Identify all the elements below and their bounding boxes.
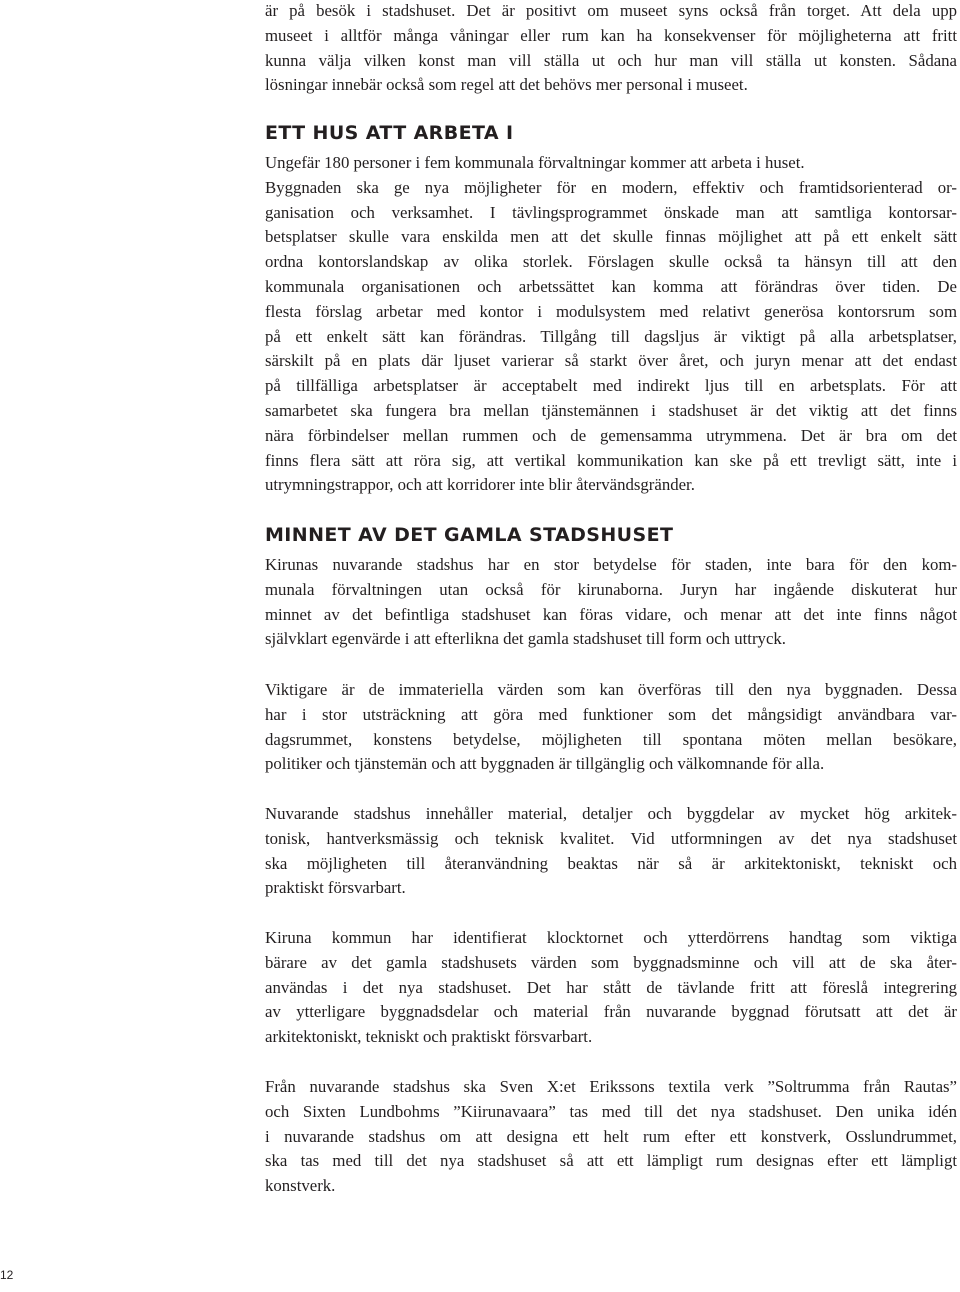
text-line: minnet av det befintliga stadshuset kan föras vidare, och menar att det inte finns något [265, 604, 957, 624]
section1-paragraph [265, 151, 957, 498]
section2-paragraph-1 [265, 553, 957, 652]
page-number: 12 [0, 1268, 14, 1282]
section2-paragraph-2 [265, 678, 957, 777]
section2-paragraph-4 [265, 926, 957, 1050]
text-line: museet i alltför många våningar eller rum kan ha konsekvenser för möjligheterna att fritt [265, 25, 957, 45]
text-line: i nuvarande stadshus om att designa ett helt rum efter ett konstverk, Osslundrummet, [265, 1126, 957, 1146]
text-line: användas i det nya stadshuset. Det har stått de tävlande fritt att föreslå integrering [265, 977, 957, 997]
section-heading-minnet: MINNET AV DET GAMLA STADSHUSET [265, 524, 674, 546]
text-line: Från nuvarande stadshus ska Sven X:et Erikssons textila verk ”Soltrumma från Rautas” [265, 1077, 957, 1096]
text-line: särskilt på en plats där ljuset varierar så starkt över året, och juryn menar att det endast [265, 351, 957, 371]
text-line: av ytterligare byggnadsdelar och material från nuvarande byggnad förutsatt att det är [265, 1002, 957, 1022]
text-line: ordna kontorslandskap av olika storlek. Förslagen skulle också ta hänsyn till att den [265, 252, 957, 272]
text-line: ganisation och verksamhet. I tävlingsprogrammet önskade man att samtliga kontorsar- [265, 202, 957, 222]
text-line: konstverk. [265, 1176, 336, 1196]
text-line: Nuvarande stadshus innehåller material, detaljer och byggdelar av mycket hög arkitek- [265, 804, 957, 823]
text-line: på tillfälliga arbetsplatser är acceptabelt med indirekt ljus till en arbetsplats. För att [265, 376, 957, 396]
text-line: Byggnaden ska ge nya möjligheter för en modern, effektiv och framtidsorienterad or- [265, 177, 957, 197]
text-line: kunna välja vilken konst man vill ställa ut och hur man vill ställa ut konsten. Sådana [265, 50, 957, 70]
text-line: arkitektoniskt, tekniskt och praktiskt försvarbart. [265, 1027, 593, 1047]
text-line: nära förbindelser mellan rummen och de gemensamma utrymmena. Det är bra om det [265, 425, 957, 445]
text-line: Kirunas nuvarande stadshus har en stor betydelse för staden, inte bara för den kom- [265, 555, 957, 574]
text-line: politiker och tjänstemän och att byggnaden är tillgänglig och välkomnande för alla. [265, 754, 825, 774]
text-line: har i stor utsträckning att göra med funktioner som det mångsidigt användbara var- [265, 704, 957, 724]
text-line: munala förvaltningen utan också för kirunaborna. Juryn har ingående diskuterat hur [265, 579, 957, 599]
text-line: kommunala organisationen och arbetssättet kan komma att förändras över tiden. De [265, 276, 957, 296]
text-line: ska tas med till det nya stadshuset så att ett lämpligt rum designas efter ett lämpligt [265, 1151, 957, 1171]
text-line: Kiruna kommun har identifierat klocktornet och ytterdörrens handtag som viktiga [265, 928, 957, 947]
text-line: ska möjligheten till återanvändning beaktas när så är arkitektoniskt, tekniskt och [265, 853, 957, 873]
text-line: praktiskt försvarbart. [265, 878, 406, 898]
text-line: dagsrummet, konstens betydelse, möjligheten till spontana möten mellan besökare, [265, 729, 957, 749]
text-line: flesta förslag arbetar med kontor i modulsystem med relativt generösa kontorsrum som [265, 301, 957, 321]
text-line: Ungefär 180 personer i fem kommunala förvaltningar kommer att arbeta i huset. [265, 153, 805, 172]
text-line: utrymningstrappor, och att korridorer inte blir återvändsgränder. [265, 475, 695, 495]
text-line: och Sixten Lundbohms ”Kiirunavaara” tas med till det nya stadshuset. Den unika idén [265, 1101, 957, 1121]
text-line: betsplatser skulle vara enskilda men att det skulle finnas möjlighet att på ett enkelt sätt [265, 227, 957, 247]
section2-paragraph-3 [265, 802, 957, 901]
text-line: tonisk, hantverksmässig och teknisk kvalitet. Vid utformningen av det nya stadshuset [265, 828, 957, 848]
section2-paragraph-5 [265, 1075, 957, 1199]
text-line: finns flera sätt att röra sig, att vertikal kommunikation kan ske på ett trevligt sätt, inte i [265, 450, 957, 470]
section-heading-ett-hus: ETT HUS ATT ARBETA I [265, 122, 514, 144]
text-line: bärare av det gamla stadshusets värden som byggnadsminne och vill att de ska åter- [265, 952, 957, 972]
text-line: på ett enkelt sätt kan förändras. Tillgång till dagsljus är viktigt på alla arbetsplatser, [265, 326, 957, 346]
intro-paragraph [265, 0, 957, 98]
text-line: är på besök i stadshuset. Det är positivt om museet syns också från torget. Att dela upp [265, 1, 957, 20]
text-line: Viktigare är de immateriella värden som kan överföras till den nya byggnaden. Dessa [265, 680, 957, 699]
text-line: självklart egenvärde i att efterlikna det gamla stadshuset till form och uttryck. [265, 629, 786, 649]
text-line: samarbetet ska fungera bra mellan tjänstemännen i stadshuset är det viktig att det finns [265, 400, 957, 420]
text-line: lösningar innebär också som regel att det behövs mer personal i museet. [265, 75, 748, 95]
